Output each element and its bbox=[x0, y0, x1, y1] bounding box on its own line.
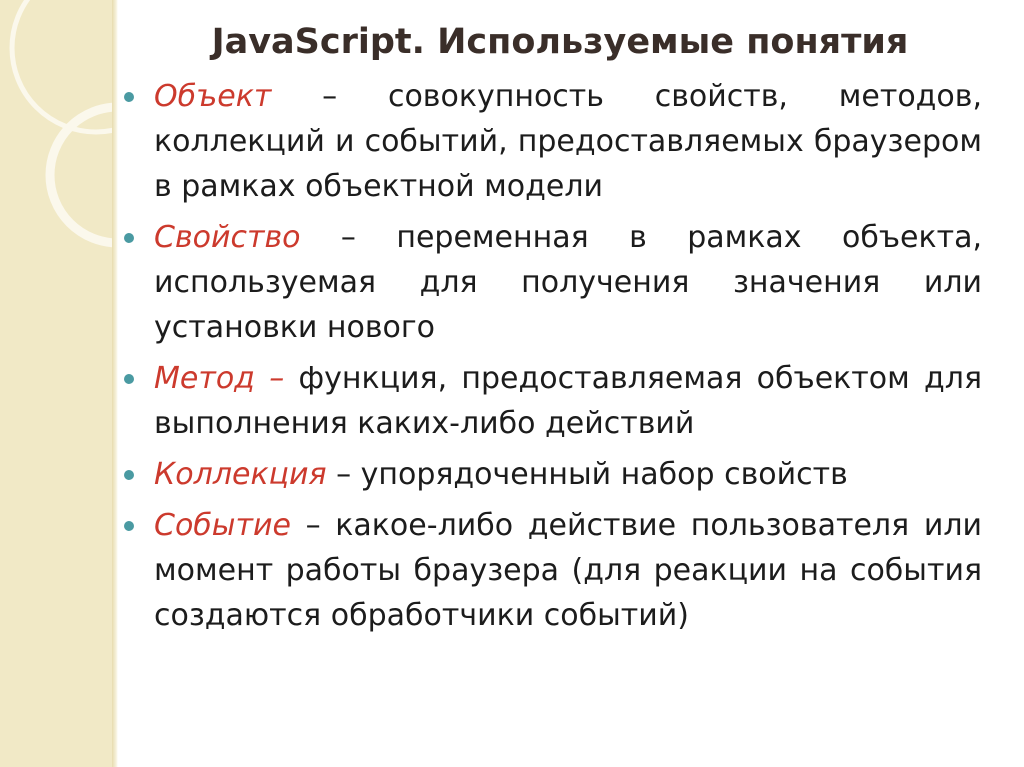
term-method: Метод – bbox=[154, 361, 285, 396]
definition-item-collection bbox=[122, 452, 982, 497]
term-property: Свойство bbox=[154, 220, 301, 255]
definition-item-event bbox=[122, 503, 982, 638]
side-panel-edge bbox=[112, 0, 118, 767]
slide-title: JavaScript. Используемые понятия bbox=[211, 22, 909, 62]
definition-item-property bbox=[122, 215, 982, 350]
decorative-side-panel bbox=[0, 0, 112, 767]
definition-object: – совокупность свойств, методов, коллекций и событий, предоставляемых браузером в рамках объектной модели bbox=[154, 79, 982, 204]
term-event: Событие bbox=[154, 508, 291, 543]
definitions-list bbox=[122, 74, 982, 644]
definition-property: – переменная в рамках объекта, используемая для получения значения или установки нового bbox=[154, 220, 982, 345]
bullet-icon bbox=[124, 521, 134, 531]
decorative-circles bbox=[0, 0, 112, 320]
bullet-icon bbox=[124, 470, 134, 480]
definition-item-object bbox=[122, 74, 982, 209]
bullet-icon bbox=[124, 92, 134, 102]
definition-item-method bbox=[122, 356, 982, 446]
term-collection: Коллекция bbox=[154, 457, 327, 492]
bullet-icon bbox=[124, 233, 134, 243]
term-object: Объект bbox=[154, 79, 272, 114]
definition-event: – какое-либо действие пользователя или момент работы браузера (для реакции на события создаются обработчики событий) bbox=[154, 508, 982, 633]
definition-collection: – упорядоченный набор свойств bbox=[326, 457, 848, 492]
bullet-icon bbox=[124, 374, 134, 384]
definition-method: функция, предоставляемая объектом для выполнения каких-либо действий bbox=[154, 361, 983, 441]
